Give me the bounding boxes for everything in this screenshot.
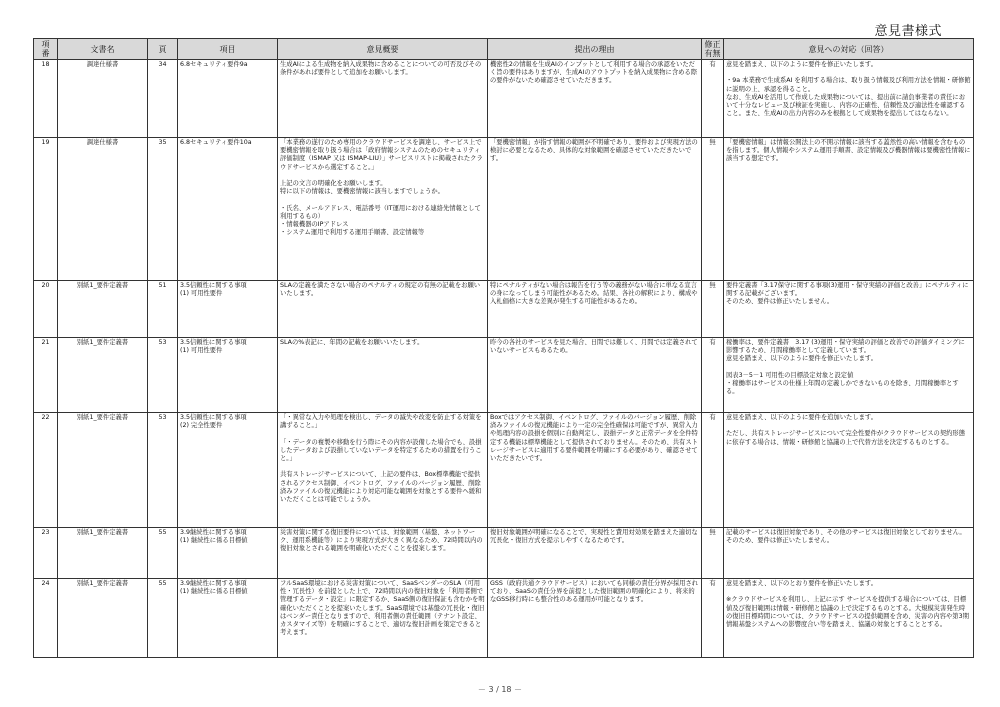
header-summary: 意見概要	[278, 39, 488, 60]
row-reason: 昨今の各社のサービスを見た場合、日間では難しく、月間では定義されていないサービスもあるため。	[488, 338, 702, 413]
row-document: 調達仕様書	[58, 138, 148, 281]
row-response: 記載のサービスは復旧対象であり、その他のサービスは復旧対象としておりません。 そのため、要件は修正いたしません。	[724, 528, 974, 579]
table-row	[34, 60, 974, 138]
row-number: 22	[34, 413, 58, 528]
table-row	[34, 338, 974, 413]
row-item: 6.8セキュリティ要件10a	[178, 138, 278, 281]
row-response: 要件定義書「3.17保守に関する事項(3)運用・保守実績の評価と改善」にペナルティに関する記載がございます。 そのため、要件は修正いたしません。	[724, 281, 974, 338]
row-response: 「要機密情報」は情報公開法上の不開示情報に該当する蓋然性の高い情報を含むものを指します。個人情報やシステム運用手順書、設定情報及び機器情報は要機密性情報に該当する想定です。	[724, 138, 974, 281]
opinion-table	[33, 38, 974, 658]
row-number: 18	[34, 60, 58, 138]
row-response: 意見を踏まえ、以下のように要件を追加いたします。 ただし、共有ストレージサービスについて完全性要件がクラウドサービスの契約形態に依存する場合は、情報・研修館と協議の上で代替方法を決定するものとする。	[724, 413, 974, 528]
row-response: 意見を踏まえ、以下のとおり要件を修正いたします。 ※クラウドサービスを利用し、上記に示す サービスを提供する場合については、目標値及び復旧範囲は情報・研修館と協議の上で決定するものとする。大規模災害発生時の復旧目標時間については、クラウドサービスの提供範囲を含め、災害の内容や第3期情報基盤システムへの影響度合い等を踏まえ、協議の対象とすることとする。	[724, 579, 974, 658]
row-response: 稼働率は、要件定義書 3.17 (3)運用・保守実績の評価と改善での評価タイミングに影響するため、月間稼働率として定義しています。 意見を踏まえ、以下のように要件を修正いたします。 図表3－5－1 可用性の目標設定対象と設定値 ・稼働率はサービスの仕様上年間の定義しかできないものを除き、月間稼働率とする。	[724, 338, 974, 413]
row-response: 意見を踏まえ、以下のように要件を修正いたします。 ・9a 本業務で生成系AI を利用する場合は、取り扱う情報及び利用方法を情報・研修館に説明の上、承認を得ること。 なお、生成AIを活用して作成した成果物については、提出前に請負事業者の責任において十分なレビュー及び検証を実施し、内容の正確性、信頼性及び適法性を確認すること。また、生成AIの出力内容のみを根拠として成果物を提出してはならない。	[724, 60, 974, 138]
header-document: 文書名	[58, 39, 148, 60]
row-reason: 機密性2の情報を生成AIのインプットとして利用する場合の承認をいただく旨の要件はありますが、生成AIのアウトプットを納入成果物に含める際の要件がないため確認させていただきます。	[488, 60, 702, 138]
header-item: 項目	[178, 39, 278, 60]
table-row	[34, 413, 974, 528]
row-document: 別紙1_要件定義書	[58, 579, 148, 658]
row-page: 53	[148, 413, 178, 528]
row-page: 53	[148, 338, 178, 413]
row-item: 3.5信頼性に関する事項 (1) 可用性要件	[178, 281, 278, 338]
row-summary: SLAの%表記に、年間の記載をお願いいたします。	[278, 338, 488, 413]
row-summary: 「・異常な入力や処理を検出し、データの滅失や改変を防止する対策を講ずること。」 「・データの複製や移動を行う際にその内容が設備した場合でも、設損したデータおよび設損していないデータを特定するための措置を行うこと。」 共有ストレージサービスについて、上記の要件は、Box標準機能で提供されるアクセス制御、イベントログ、ファイルのバージョン履歴、削除済みファイルの復元機能により対応可能な範囲を対象とする要件へ緩和いただくことは可能でしょうか。	[278, 413, 488, 528]
header-response: 意見への対応（回答）	[724, 39, 974, 60]
row-summary: 「本業務の遂行のため専用のクラウドサービスを調達し、サービス上で要機密情報を取り扱う場合は「政府情報システムのためのセキュリティ評価制度（ISMAP 又は ISMAP-LIU）」サービスリストに掲載されたクラウドサービスから選定すること。」 上記の文言の明確化をお願いします。 特に以下の情報は、要機密情報に該当しますでしょうか。 ・氏名、メールアドレス、電話番号（IT運用における連絡先情報として利用するもの） ・情報機器のIPアドレス ・システム運用で利用する運用手順書、設定情報等	[278, 138, 488, 281]
table-row	[34, 579, 974, 658]
row-item: 3.5信頼性に関する事項 (2) 完全性要件	[178, 413, 278, 528]
header-fix-flag: 修正 有無	[702, 39, 724, 60]
table-row	[34, 528, 974, 579]
row-page: 34	[148, 60, 178, 138]
row-item: 3.9継続性に関する事項 (1) 継続性に係る目標値	[178, 528, 278, 579]
row-number: 20	[34, 281, 58, 338]
row-reason: 「要機密情報」が指す情報の範囲が不明確であり、要件および実現方法の検討に必要となるため、具体的な対象範囲を確認させていただきたいです。	[488, 138, 702, 281]
row-document: 別紙1_要件定義書	[58, 413, 148, 528]
row-reason: 特にペナルティがない場合は報告を行う等の義務がない場合に単なる宣言の身になってしまう可能性があるため。結果、各社の解釈により、構成や入札価格に大きな差異が発生する可能性があるため。	[488, 281, 702, 338]
table-row	[34, 138, 974, 281]
row-document: 別紙1_要件定義書	[58, 281, 148, 338]
row-reason: 復旧対象範囲が明確になることで、実現性と費用対効果を踏まえた適切な冗長化・復旧方式を提示しやすくなるためです。	[488, 528, 702, 579]
row-summary: 生成AIによる生成物を納入成果物に含めることについての可否及びその条件があれば要件として追加をお願いします。	[278, 60, 488, 138]
row-item: 3.9継続性に関する事項 (1) 継続性に係る目標値	[178, 579, 278, 658]
row-summary: SLAの定義を満たさない場合のペナルティの規定の有無の記載をお願いいたします。	[278, 281, 488, 338]
table-row	[34, 281, 974, 338]
row-fix-flag: 無	[702, 281, 724, 338]
page-number: － 3 / 18 －	[477, 685, 523, 694]
row-page: 35	[148, 138, 178, 281]
row-fix-flag: 有	[702, 413, 724, 528]
row-page: 55	[148, 579, 178, 658]
row-fix-flag: 有	[702, 579, 724, 658]
row-item: 6.8セキュリティ要件9a	[178, 60, 278, 138]
row-page: 51	[148, 281, 178, 338]
row-fix-flag: 有	[702, 60, 724, 138]
row-fix-flag: 無	[702, 138, 724, 281]
row-number: 19	[34, 138, 58, 281]
row-number: 21	[34, 338, 58, 413]
row-item: 3.5信頼性に関する事項 (1) 可用性要件	[178, 338, 278, 413]
row-document: 別紙1_要件定義書	[58, 528, 148, 579]
row-summary: 災害対策に関する復旧要件については、対象範囲（基盤、ネットワーク、運用系機能等）により実現方式が大きく異なるため、72時間以内の復旧対象とされる範囲を明確化いただくことを提案します。	[278, 528, 488, 579]
row-fix-flag: 無	[702, 528, 724, 579]
header-page: 頁	[148, 39, 178, 60]
row-document: 別紙1_要件定義書	[58, 338, 148, 413]
row-page: 55	[148, 528, 178, 579]
form-title: 意見書様式	[874, 24, 942, 39]
header-reason: 提出の理由	[488, 39, 702, 60]
row-reason: Boxではアクセス制御、イベントログ、ファイルのバージョン履歴、削除済みファイルの復元機能により一定の完全性確保は可能ですが、異常入力や処理内容の設損を個別に自動判定し、設損データと正常データを全件特定する機能は標準機能として提供されておりません。そのため、共有ストレージサービスに適用する要件範囲を明確にする必要があり、確認させていただきたいです。	[488, 413, 702, 528]
row-number: 24	[34, 579, 58, 658]
row-number: 23	[34, 528, 58, 579]
row-reason: GSS（政府共通クラウドサービス）においても同様の責任分界が採用されており、SaaSの責任分界を前提とした復旧範囲の明確化により、将来的なGSS移行時にも整合性のある運用が可能となります。	[488, 579, 702, 658]
row-fix-flag: 有	[702, 338, 724, 413]
row-summary: フルSaaS環境における災害対策について、SaaSベンダーのSLA（可用性・冗長性）を前提とした上で、72時間以内の復旧対象を「利用者側で管理するデータ・設定」に限定するか、SaaS側の復旧保証も含むかを明確化いただくことを提案いたします。SaaS環境では基盤の冗長化・復旧はベンダー責任となりますので、利用者側の責任範囲（テナント設定、カスタマイズ等）を明確にすることで、適切な復旧計画を策定できると考えます。	[278, 579, 488, 658]
header-no: 項 番	[34, 39, 58, 60]
row-document: 調達仕様書	[58, 60, 148, 138]
